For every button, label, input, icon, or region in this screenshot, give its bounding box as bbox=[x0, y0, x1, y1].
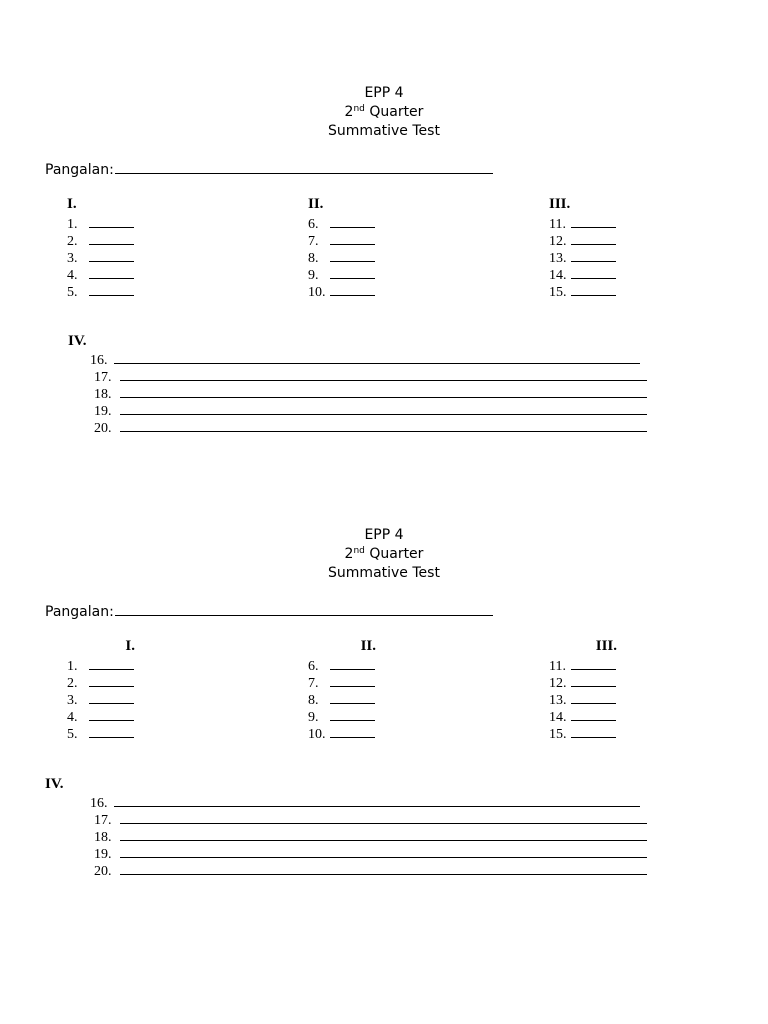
answer-line[interactable] bbox=[120, 862, 647, 875]
essay-item bbox=[94, 862, 647, 879]
item-number: 5. bbox=[67, 285, 78, 300]
test-sheet-1 bbox=[0, 84, 768, 436]
item-number: 10. bbox=[308, 285, 326, 300]
section-i bbox=[67, 196, 134, 300]
answer-item bbox=[308, 691, 376, 708]
answer-blank[interactable] bbox=[571, 249, 616, 262]
item-number: 9. bbox=[308, 710, 319, 725]
answer-item bbox=[67, 708, 135, 725]
item-number: 6. bbox=[308, 217, 319, 232]
answer-line[interactable] bbox=[114, 351, 640, 364]
answer-item bbox=[549, 691, 617, 708]
name-field-row bbox=[45, 601, 493, 620]
item-number: 20. bbox=[94, 864, 112, 879]
answer-blank[interactable] bbox=[89, 215, 134, 228]
subject-title: EPP 4 bbox=[364, 527, 404, 543]
item-number: 12. bbox=[549, 676, 567, 691]
answer-item bbox=[549, 283, 616, 300]
answer-item bbox=[308, 232, 375, 249]
item-number: 13. bbox=[549, 251, 567, 266]
section-ii bbox=[308, 638, 376, 742]
item-number: 4. bbox=[67, 710, 78, 725]
answer-item bbox=[549, 674, 617, 691]
item-number: 7. bbox=[308, 234, 319, 249]
answer-item bbox=[549, 249, 616, 266]
item-number: 11. bbox=[549, 217, 566, 232]
answer-item bbox=[549, 725, 617, 742]
quarter-word: Quarter bbox=[364, 104, 424, 120]
answer-item bbox=[67, 232, 134, 249]
name-field-row bbox=[45, 159, 493, 178]
item-number: 12. bbox=[549, 234, 567, 249]
answer-line[interactable] bbox=[120, 811, 647, 824]
section-heading: III. bbox=[549, 196, 571, 212]
answer-item bbox=[549, 266, 616, 283]
test-title: Summative Test bbox=[328, 123, 440, 139]
answer-blank[interactable] bbox=[571, 725, 616, 738]
answer-blank[interactable] bbox=[330, 283, 375, 296]
answer-blank[interactable] bbox=[571, 266, 616, 279]
answer-blank[interactable] bbox=[571, 232, 616, 245]
answer-item bbox=[67, 725, 135, 742]
item-number: 7. bbox=[308, 676, 319, 691]
item-number: 2. bbox=[67, 234, 78, 249]
test-sheet-2 bbox=[0, 526, 768, 879]
item-number: 14. bbox=[549, 268, 567, 283]
answer-line[interactable] bbox=[120, 828, 647, 841]
item-number: 6. bbox=[308, 659, 319, 674]
item-number: 16. bbox=[90, 796, 108, 811]
item-number: 10. bbox=[308, 727, 326, 742]
essay-item bbox=[94, 828, 647, 845]
answer-item bbox=[67, 266, 134, 283]
answer-blank[interactable] bbox=[330, 674, 375, 687]
section-heading: II. bbox=[360, 638, 376, 654]
section-heading: IV. bbox=[68, 333, 87, 349]
answer-blank[interactable] bbox=[89, 266, 134, 279]
essay-item bbox=[94, 845, 647, 862]
answer-item bbox=[67, 674, 135, 691]
item-number: 3. bbox=[67, 693, 78, 708]
answer-item bbox=[67, 215, 134, 232]
section-heading: I. bbox=[125, 638, 135, 654]
answer-item bbox=[308, 249, 375, 266]
section-heading: II. bbox=[308, 196, 324, 212]
item-number: 15. bbox=[549, 285, 567, 300]
item-number: 14. bbox=[549, 710, 567, 725]
item-number: 2. bbox=[67, 676, 78, 691]
essay-item bbox=[94, 419, 647, 436]
answer-blank[interactable] bbox=[330, 725, 375, 738]
item-number: 8. bbox=[308, 693, 319, 708]
answer-blank[interactable] bbox=[330, 232, 375, 245]
answer-item bbox=[67, 249, 134, 266]
item-number: 16. bbox=[90, 353, 108, 368]
answer-blank[interactable] bbox=[571, 691, 616, 704]
answer-line[interactable] bbox=[120, 402, 647, 415]
essay-item bbox=[94, 811, 647, 828]
answer-line[interactable] bbox=[120, 419, 647, 432]
answer-line[interactable] bbox=[120, 368, 647, 381]
answer-blank[interactable] bbox=[89, 691, 134, 704]
answer-blank[interactable] bbox=[330, 691, 375, 704]
answer-blank[interactable] bbox=[571, 283, 616, 296]
item-number: 5. bbox=[67, 727, 78, 742]
answer-blank[interactable] bbox=[571, 657, 616, 670]
item-number: 1. bbox=[67, 217, 78, 232]
answer-blank[interactable] bbox=[330, 249, 375, 262]
essay-line-list bbox=[90, 351, 647, 436]
essay-item bbox=[94, 385, 647, 402]
essay-item bbox=[94, 402, 647, 419]
quarter-number: 2 bbox=[344, 546, 354, 562]
answer-item bbox=[308, 657, 376, 674]
name-label: Pangalan: bbox=[45, 162, 114, 178]
essay-item bbox=[90, 794, 647, 811]
test-title: Summative Test bbox=[328, 565, 440, 581]
answer-blank[interactable] bbox=[89, 657, 134, 670]
item-number: 19. bbox=[94, 404, 112, 419]
answer-item bbox=[308, 266, 375, 283]
answer-item bbox=[308, 283, 375, 300]
test-header bbox=[0, 84, 768, 141]
answer-blank[interactable] bbox=[571, 215, 616, 228]
section-iv bbox=[68, 333, 647, 436]
item-number: 3. bbox=[67, 251, 78, 266]
name-label: Pangalan: bbox=[45, 604, 114, 620]
essay-item bbox=[90, 351, 647, 368]
item-number: 11. bbox=[549, 659, 566, 674]
item-number: 15. bbox=[549, 727, 567, 742]
test-header bbox=[0, 526, 768, 583]
section-i bbox=[67, 638, 135, 742]
item-number: 17. bbox=[94, 813, 112, 828]
item-number: 18. bbox=[94, 387, 112, 402]
item-number: 19. bbox=[94, 847, 112, 862]
answer-blank[interactable] bbox=[89, 249, 134, 262]
answer-item bbox=[67, 283, 134, 300]
item-number: 17. bbox=[94, 370, 112, 385]
answer-item bbox=[308, 725, 376, 742]
name-answer-line[interactable] bbox=[115, 159, 493, 174]
answer-item bbox=[549, 232, 616, 249]
name-answer-line[interactable] bbox=[115, 601, 493, 616]
answer-item bbox=[549, 657, 617, 674]
item-number: 1. bbox=[67, 659, 78, 674]
section-heading: III. bbox=[595, 638, 617, 654]
answer-blank[interactable] bbox=[571, 674, 616, 687]
answer-item bbox=[308, 708, 376, 725]
answer-blank[interactable] bbox=[89, 283, 134, 296]
answer-blank[interactable] bbox=[89, 674, 134, 687]
answer-line[interactable] bbox=[120, 845, 647, 858]
subject-title: EPP 4 bbox=[364, 85, 404, 101]
answer-blank[interactable] bbox=[330, 708, 375, 721]
answer-item bbox=[549, 215, 616, 232]
item-number: 18. bbox=[94, 830, 112, 845]
answer-blank[interactable] bbox=[330, 266, 375, 279]
quarter-number: 2 bbox=[344, 104, 354, 120]
item-number: 20. bbox=[94, 421, 112, 436]
section-iii bbox=[549, 638, 617, 742]
answer-item bbox=[549, 708, 617, 725]
quarter-ordinal: nd bbox=[353, 104, 365, 114]
essay-line-list bbox=[90, 794, 647, 879]
section-heading: I. bbox=[67, 196, 77, 212]
answer-blank[interactable] bbox=[330, 215, 375, 228]
essay-item bbox=[94, 368, 647, 385]
item-number: 13. bbox=[549, 693, 567, 708]
section-iv bbox=[45, 776, 647, 879]
item-number: 9. bbox=[308, 268, 319, 283]
item-number: 8. bbox=[308, 251, 319, 266]
item-number: 4. bbox=[67, 268, 78, 283]
answer-item bbox=[67, 657, 135, 674]
answer-item bbox=[308, 674, 376, 691]
answer-item bbox=[308, 215, 375, 232]
section-iii bbox=[549, 196, 616, 300]
answer-blank[interactable] bbox=[330, 657, 375, 670]
quarter-title bbox=[0, 545, 768, 564]
answer-line[interactable] bbox=[120, 385, 647, 398]
quarter-ordinal: nd bbox=[353, 546, 365, 556]
answer-blank[interactable] bbox=[571, 708, 616, 721]
answer-blank[interactable] bbox=[89, 708, 134, 721]
section-ii bbox=[308, 196, 375, 300]
quarter-title bbox=[0, 103, 768, 122]
answer-item bbox=[67, 691, 135, 708]
answer-line[interactable] bbox=[114, 794, 640, 807]
quarter-word: Quarter bbox=[364, 546, 424, 562]
section-heading: IV. bbox=[45, 776, 64, 792]
answer-blank[interactable] bbox=[89, 232, 134, 245]
answer-blank[interactable] bbox=[89, 725, 134, 738]
